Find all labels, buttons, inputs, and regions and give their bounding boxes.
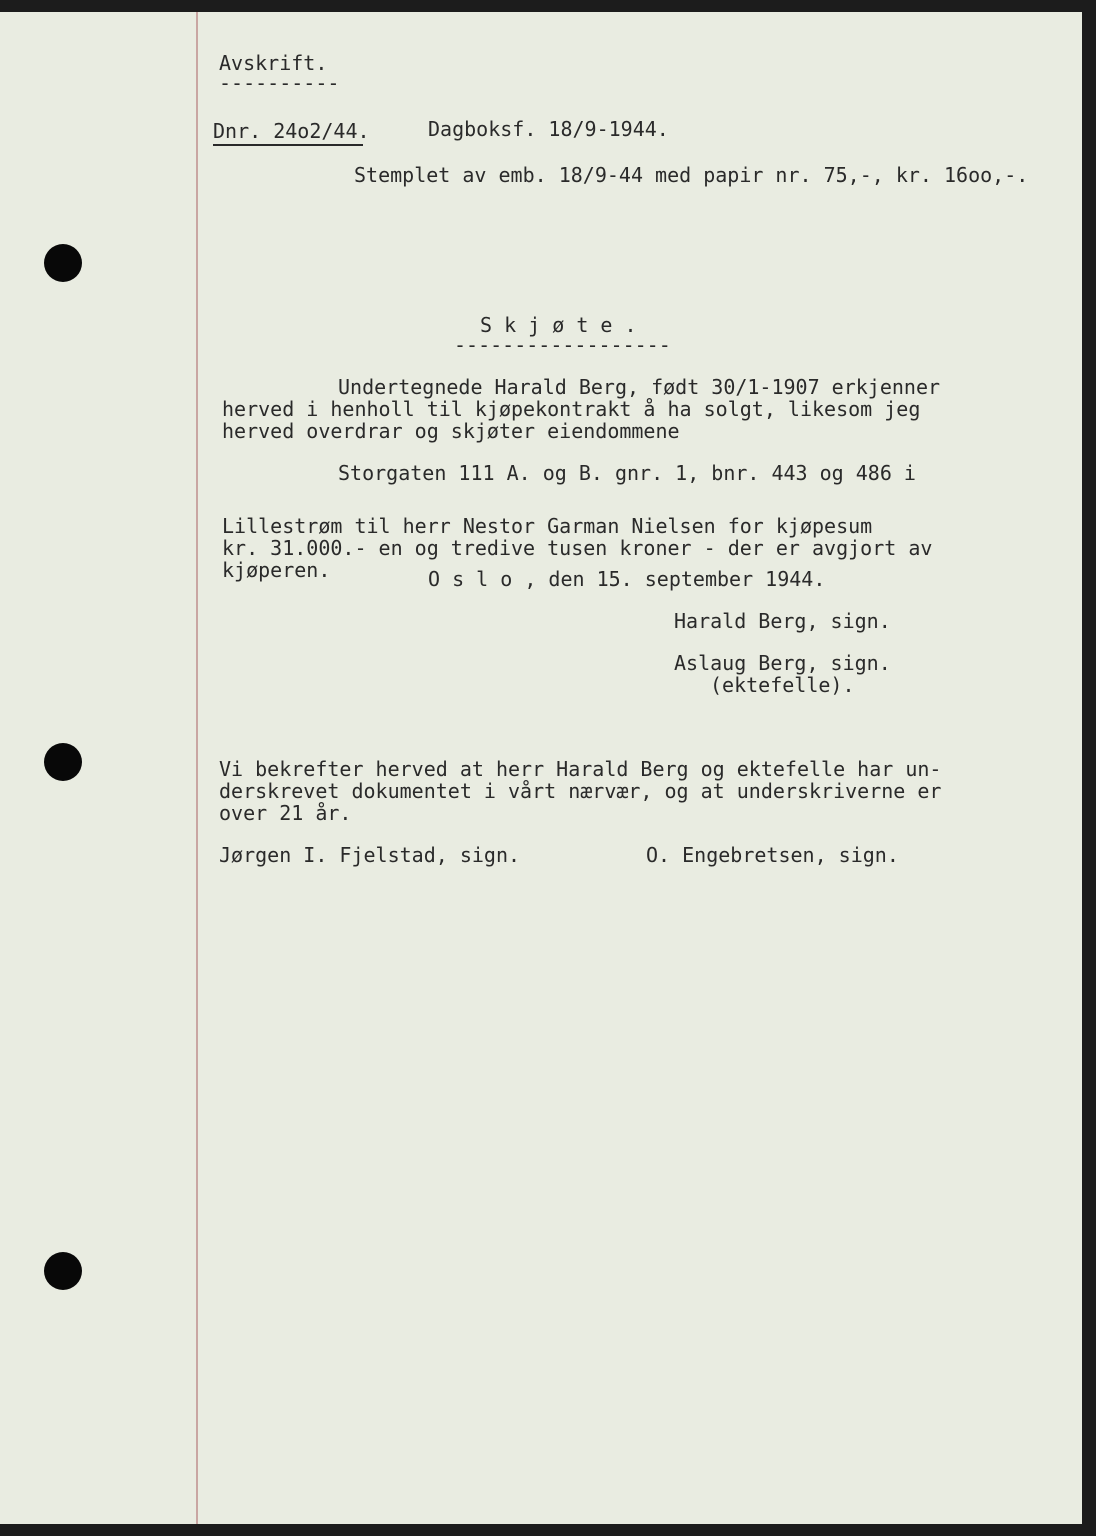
place-date: O s l o , den 15. september 1944. bbox=[428, 567, 826, 591]
witness-signature: Jørgen I. Fjelstad, sign. bbox=[219, 843, 521, 867]
paragraph-line: Undertegnede Harald Berg, født 30/1-1907 erkjenner bbox=[338, 375, 941, 399]
paragraph-line: kjøperen. bbox=[222, 558, 331, 582]
witness-paragraph-line: over 21 år. bbox=[219, 801, 352, 825]
witness-signature: O. Engebretsen, sign. bbox=[646, 843, 899, 867]
signature-line: Harald Berg, sign. bbox=[674, 609, 891, 633]
paragraph-line: kr. 31.000.- en og tredive tusen kroner - der er avgjort av bbox=[222, 536, 933, 560]
dnr-underline bbox=[213, 144, 363, 146]
punch-hole bbox=[44, 743, 82, 781]
dnr-number: Dnr. 24o2/44. bbox=[213, 119, 370, 143]
witness-paragraph-line: derskrevet dokumentet i vårt nærvær, og at underskriverne er bbox=[219, 779, 942, 803]
punch-hole bbox=[44, 1252, 82, 1290]
signature-line: Aslaug Berg, sign. bbox=[674, 651, 891, 675]
title-underline: ------------------ bbox=[454, 333, 671, 357]
paragraph-line: herved overdrar og skjøter eiendommene bbox=[222, 419, 680, 443]
paragraph-line: Lillestrøm til herr Nestor Garman Nielsen for kjøpesum bbox=[222, 514, 873, 538]
witness-paragraph-line: Vi bekrefter herved at herr Harald Berg og ektefelle har un- bbox=[219, 757, 942, 781]
punch-hole bbox=[44, 244, 82, 282]
document-title: S k j ø t e . bbox=[480, 313, 637, 337]
document-page bbox=[0, 12, 1082, 1524]
signature-note: (ektefelle). bbox=[710, 673, 855, 697]
avskrift-underline: ---------- bbox=[219, 71, 340, 95]
margin-line bbox=[196, 12, 198, 1524]
dagboksf-date: Dagboksf. 18/9-1944. bbox=[428, 117, 669, 141]
property-line: Storgaten 111 A. og B. gnr. 1, bnr. 443 og 486 i bbox=[338, 461, 916, 485]
stamp-note: Stemplet av emb. 18/9-44 med papir nr. 75,-, kr. 16oo,-. bbox=[354, 163, 1029, 187]
paragraph-line: herved i henholl til kjøpekontrakt å ha solgt, likesom jeg bbox=[222, 397, 921, 421]
avskrift-label: Avskrift. bbox=[219, 51, 328, 75]
scan-border bbox=[0, 1524, 1096, 1536]
